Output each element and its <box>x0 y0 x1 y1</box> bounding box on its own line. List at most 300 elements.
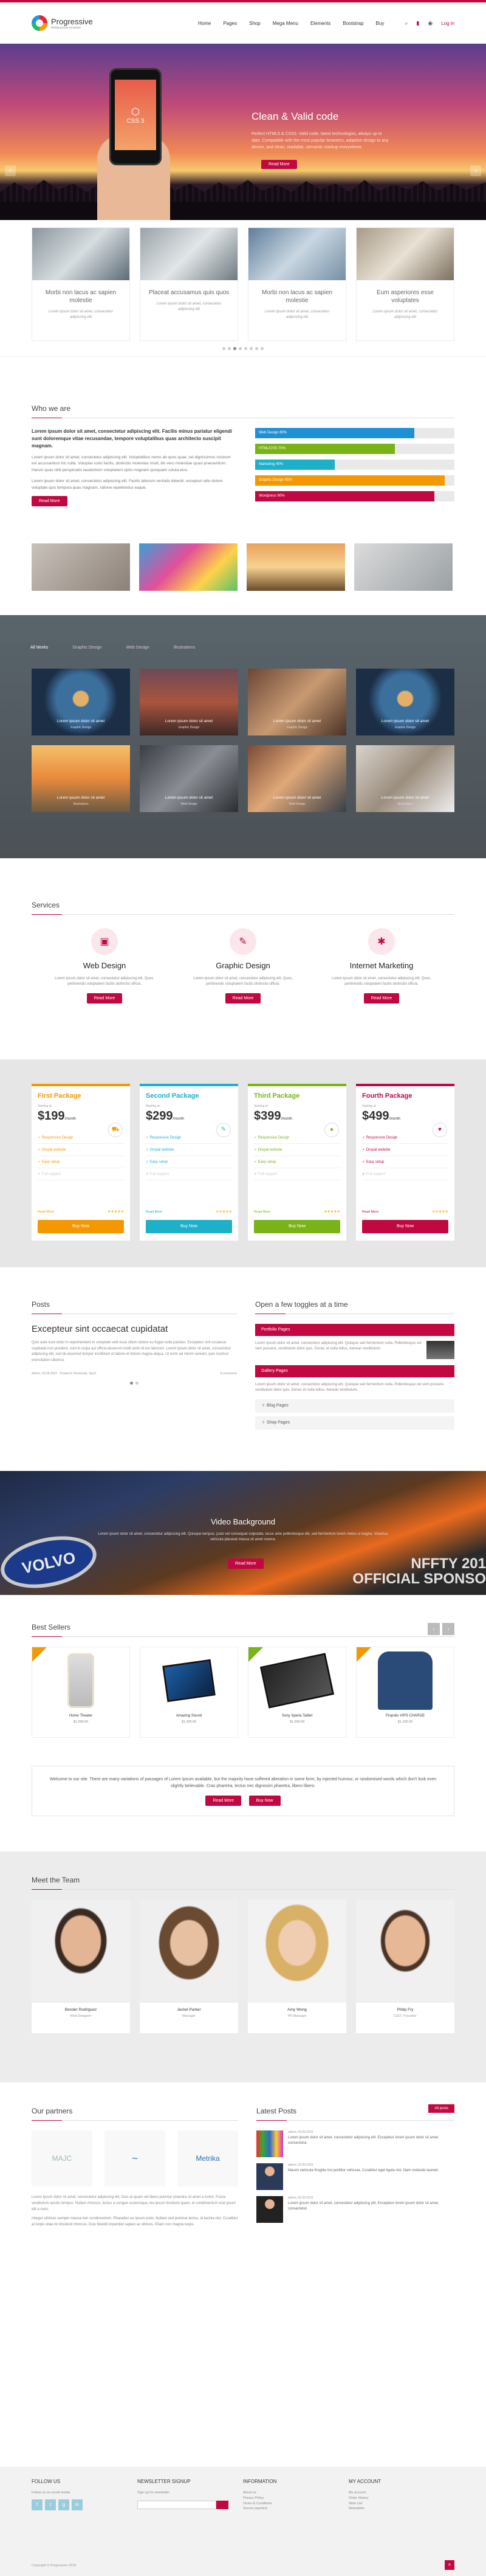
product-card[interactable] <box>248 1647 346 1738</box>
site-footer <box>0 2467 486 2576</box>
rating-stars-icon: ★★★★★ <box>324 1210 340 1214</box>
product-price: $1,299.00 <box>397 1720 413 1724</box>
check-icon: ✓ <box>38 1148 42 1152</box>
package-name: Second Package <box>146 1092 199 1100</box>
section-title-who: Who we are <box>32 404 454 418</box>
feature-card[interactable] <box>140 227 238 341</box>
starting-at: Starting at <box>362 1104 376 1108</box>
portfolio-item-tag: Graphic Design <box>178 726 200 729</box>
nav-bootstrap[interactable]: Bootstrap <box>343 20 364 26</box>
linkedin-icon[interactable]: in <box>72 2499 83 2510</box>
product-price: $1,399.00 <box>73 1720 89 1724</box>
product-name: Home Theater <box>69 1714 93 1718</box>
team-member[interactable] <box>248 1899 346 2033</box>
feature-text: Lorem ipsum dolor sit amet, consectetur adipiscing elit <box>48 310 114 319</box>
cta-text: Welcome to our site. There are many variations of passages of Lorem Ipsum available, but the majority have suffered alteration in some form, by injected humour, or randomised words which don't look even slightly believable. Cras pharetra, lectus nec dignissim pharetra, libero libero. <box>49 1777 437 1789</box>
login-link[interactable]: Log in <box>441 20 454 26</box>
latest-post-meta: admin, 03.09.2015 <box>288 2196 313 2200</box>
buy-now-button[interactable]: Buy Now <box>362 1220 448 1233</box>
skill-bar <box>255 491 454 501</box>
check-icon: ✓ <box>146 1173 150 1176</box>
gallery-image[interactable] <box>247 543 345 591</box>
new-ribbon <box>248 1647 263 1662</box>
all-posts-button[interactable]: All posts <box>428 2104 454 2113</box>
carousel-prev-icon[interactable]: ‹ <box>428 1623 440 1635</box>
package-feature-text: Drupal website <box>41 1148 66 1152</box>
skill-bar-fill: Web Design 80% <box>255 428 414 438</box>
hero-ground <box>0 202 486 220</box>
partner-logo-text: MAJC <box>52 2154 72 2163</box>
partners-text: Integer ultricies semper massa non condimentum. Phasellus eu ipsum justo. Nullam sed pulvinar lectus, id lacinia nisl. Curabitur at turpis vitae mi tincidunt rhoncus. Duis blandit imperdiet sapien ac ultrices. Etiam non magna turpis. <box>32 2217 238 2226</box>
package-name: Third Package <box>254 1092 300 1100</box>
portfolio-item-title: Lorem ipsum dolor sit amet <box>165 719 213 723</box>
call-to-action <box>32 1766 454 1816</box>
service-text: Lorem ipsum dolor sit amet, consectetur adipiscing elit. Quos, perferendis voluptatem facilis distinctio officia. <box>55 977 154 986</box>
gallery-image[interactable] <box>32 543 130 591</box>
hero-text: Perfect HTML5 & CSS3. Valid code, latest technologies, always up to date. Compatible with the most popular browsers, adaptive design to any device, and clean, readable, semantic markup everywhere. <box>252 132 389 150</box>
wrench-icon: ✎ <box>230 928 256 955</box>
package-feature-text: Full support <box>149 1173 169 1176</box>
package-feature-text: Easy setup <box>258 1160 276 1164</box>
package-feature-text: Responsive Design <box>258 1136 290 1140</box>
service-title: Graphic Design <box>216 961 270 970</box>
footer-link[interactable]: Privacy Policy <box>243 2496 264 2500</box>
pricing-table <box>32 1084 130 1241</box>
price-period: /month <box>389 1117 400 1121</box>
service-title: Web Design <box>83 961 126 970</box>
portfolio-item-tag: Graphic Design <box>286 726 308 729</box>
rating-stars-icon: ★★★★★ <box>108 1210 124 1214</box>
package-read-more-link[interactable]: Read More <box>254 1210 271 1214</box>
newsletter-email-input[interactable] <box>137 2501 216 2509</box>
package-name: Fourth Package <box>362 1092 412 1100</box>
image-gallery <box>32 543 454 591</box>
logo[interactable] <box>32 15 93 31</box>
product-name: Amazing Sound <box>176 1714 202 1718</box>
cta-buy-now-button[interactable]: Buy Now <box>249 1796 281 1806</box>
brand-name: Progressive <box>51 16 93 26</box>
google-plus-icon[interactable]: g <box>58 2499 69 2510</box>
pricing-table <box>140 1084 238 1241</box>
buy-now-button[interactable]: Buy Now <box>146 1220 232 1233</box>
user-icon[interactable]: ◉ <box>428 19 433 26</box>
toggle-body: Lorem ipsum dolor sit amet, consectetur adipiscing elit. Quisque sed fermentum nulla. Pellentesque vel sem posuere, vestibulum dolor quis. Donec et nulla tellus. Aenean vestibulum. <box>255 1383 445 1392</box>
check-icon: ✓ <box>254 1148 258 1152</box>
member-name: Jeckel Parker <box>177 2008 201 2013</box>
starting-at: Starting at <box>254 1104 268 1108</box>
toggle-blog-pages[interactable] <box>255 1399 454 1413</box>
who-paragraph: Lorem ipsum dolor sit amet, consectetur adipiscing elit. Facilis laborum veritatis deleniti, excepturi odio dolore voluptate quis tempora quas magnam, ratione repellendus eaque. <box>32 479 223 490</box>
post-meta: Admin, 03.09.2015 · Posted in Shortcode, Sport <box>32 1372 97 1376</box>
package-price: $199 <box>38 1109 65 1123</box>
footer-newsletter-title: NEWSLETTER SIGNUP <box>137 2479 191 2484</box>
portfolio-item-tag: Illustrations <box>397 802 413 806</box>
package-price: $499 <box>362 1109 389 1123</box>
package-name: First Package <box>38 1092 81 1100</box>
package-feature-text: Easy setup <box>149 1160 168 1164</box>
feature-card[interactable] <box>356 227 454 341</box>
partner-logo[interactable] <box>104 2130 165 2186</box>
team-member[interactable] <box>356 1899 454 2033</box>
member-role: Web Designer <box>70 2014 92 2019</box>
package-feature-text: Responsive Design <box>41 1136 74 1140</box>
footer-link[interactable]: My account <box>349 2491 366 2495</box>
section-title-best-sellers: Best Sellers <box>32 1623 454 1637</box>
tab-graphic-design[interactable]: Graphic Design <box>72 646 102 650</box>
slider-prev-arrow-icon[interactable]: ‹ <box>5 165 16 176</box>
portfolio-item[interactable] <box>32 745 130 812</box>
service-text: Lorem ipsum dolor sit amet, consectetur adipiscing elit. Quos, perferendis voluptatem facilis distinctio officia. <box>193 977 293 986</box>
nav-home[interactable]: Home <box>197 20 211 26</box>
toggle-shop-pages[interactable] <box>255 1416 454 1430</box>
check-icon: ✓ <box>362 1173 366 1176</box>
portfolio-item[interactable] <box>356 669 454 735</box>
pagination-dot[interactable] <box>255 347 258 350</box>
member-role: PR Manager <box>287 2014 307 2019</box>
carousel-next-icon[interactable]: › <box>442 1623 454 1635</box>
product-price: $1,399.00 <box>181 1720 197 1724</box>
nav-mega-menu[interactable]: Mega Menu <box>272 20 298 26</box>
pricing-section <box>0 1059 486 1267</box>
sale-ribbon <box>32 1647 47 1662</box>
pagination-dot[interactable] <box>250 347 253 350</box>
portfolio-section <box>0 615 486 858</box>
back-to-top-icon[interactable]: ˄ <box>445 2560 454 2570</box>
section-title-team: Meet the Team <box>32 1876 454 1890</box>
gallery-image[interactable] <box>139 543 238 591</box>
package-price: $299 <box>146 1109 173 1123</box>
pagination-dot[interactable] <box>239 347 242 350</box>
feature-text: Lorem ipsum dolor sit amet, consectetur adipiscing elit <box>156 302 222 311</box>
post-heading[interactable]: Excepteur sint occaecat cupidatat <box>32 1324 168 1334</box>
latest-post-meta: admin, 03.09.2015 <box>288 2130 313 2135</box>
latest-post[interactable] <box>256 2196 454 2223</box>
plus-icon: ＋ <box>261 1403 267 1408</box>
portfolio-item-title: Lorem ipsum dolor sit amet <box>381 719 430 723</box>
slider-next-arrow-icon[interactable]: › <box>470 165 481 176</box>
package-feature-text: Drupal website <box>149 1148 174 1152</box>
product-card[interactable] <box>32 1647 130 1738</box>
check-icon: ✓ <box>146 1136 150 1140</box>
portfolio-item-title: Lorem ipsum dolor sit amet <box>56 796 105 800</box>
portfolio-item-tag: Graphic Design <box>70 726 92 729</box>
post-comments[interactable]: 6 comments <box>220 1372 237 1376</box>
footer-information-title: INFORMATION <box>243 2479 277 2484</box>
product-price: $1,399.00 <box>289 1720 305 1724</box>
team-member[interactable] <box>32 1899 130 2033</box>
package-feature <box>38 1144 124 1156</box>
footer-link[interactable]: About us <box>243 2491 256 2495</box>
post-pagination <box>32 1382 237 1385</box>
feature-card[interactable] <box>248 227 346 341</box>
latest-post[interactable] <box>256 2130 454 2157</box>
car-logo-image <box>0 1528 101 1595</box>
bug-icon: ✱ <box>368 928 395 955</box>
toggle-label: Blog Pages <box>266 1403 289 1408</box>
video-read-more-button[interactable]: Read More <box>228 1558 264 1569</box>
package-read-more-link[interactable]: Read More <box>38 1210 55 1214</box>
member-name: Philip Fry <box>397 2008 414 2013</box>
service-read-more-button[interactable]: Read More <box>364 993 400 1004</box>
portfolio-item-tag: Web Design <box>289 802 306 806</box>
latest-post-text: Mauris vehicula fringilla nisl porttitor vehicula. Curabitur eget ligula nisi. Nam molestie laoreet. <box>288 2169 439 2173</box>
pagination-dot[interactable] <box>244 347 247 350</box>
search-icon[interactable]: ⌕ <box>405 19 408 26</box>
product-card[interactable] <box>356 1647 454 1738</box>
footer-newsletter-text: Sign up for newsletter <box>137 2491 170 2495</box>
feature-title: Morbi non lacus ac sapien molestie <box>261 289 333 304</box>
package-feature-text: Drupal website <box>366 1148 391 1152</box>
toggle-label: Gallery Pages <box>261 1369 288 1373</box>
phone-icon[interactable]: ▮ <box>416 19 420 26</box>
price-period: /month <box>173 1117 184 1121</box>
logo-icon <box>32 15 47 31</box>
package-feature <box>38 1156 124 1168</box>
video-text: Lorem ipsum dolor sit amet, consectetur adipiscing elit. Quisque tempus, justo vel consequat vulputate, lacus ante pellentesque elit, sed fermentum lorem metus a magna. Vivamus vehicula placerat massa sit amet viverra. <box>98 1532 388 1541</box>
skill-bars <box>255 428 454 507</box>
pagination-dot[interactable] <box>261 347 264 350</box>
portfolio-item-tag: Web Design <box>180 802 197 806</box>
phone-screen-text: CSS 3 <box>126 117 145 125</box>
video-ad-text: OFFICIAL SPONSO <box>352 1571 486 1588</box>
tab-web-design[interactable]: Web Design <box>126 646 149 650</box>
main-nav <box>198 21 384 26</box>
member-name: Bender Rodriguez <box>64 2008 97 2013</box>
pagination-dot[interactable] <box>222 347 225 350</box>
gallery-image[interactable] <box>354 543 453 591</box>
portfolio-item-title: Lorem ipsum dolor sit amet <box>273 719 321 723</box>
partner-logo-text: ~ <box>131 2152 139 2164</box>
section-title-toggles: Open a few toggles at a time <box>255 1300 454 1314</box>
twitter-icon[interactable]: t <box>45 2499 56 2510</box>
nav-pages[interactable]: Pages <box>223 20 237 26</box>
product-card[interactable] <box>140 1647 238 1738</box>
pricing-table <box>248 1084 346 1241</box>
pagination-dot[interactable] <box>233 347 236 350</box>
video-title: Video Background <box>210 1517 275 1526</box>
skill-bar-fill: Wordpress 90% <box>255 491 434 501</box>
package-read-more-link[interactable]: Read More <box>362 1210 379 1214</box>
portfolio-item-tag: Illustrations <box>73 802 89 806</box>
portfolio-item[interactable] <box>32 669 130 735</box>
facebook-icon[interactable]: f <box>32 2499 43 2510</box>
feature-title: Morbi non lacus ac sapien molestie <box>45 289 117 304</box>
hero-trees <box>0 177 486 202</box>
section-title-posts: Posts <box>32 1300 237 1314</box>
partner-logo-text: Metrika <box>196 2154 220 2163</box>
toggle-body: Lorem ipsum dolor sit amet, consectetur adipiscing elit. Quisque sed fermentum nulla. Pellentesque vel sem posuere, vestibulum dolor quis. Donec et nulla tellus. Aenean vestibulum. <box>255 1341 422 1351</box>
partner-logo[interactable] <box>177 2130 238 2186</box>
skill-bar <box>255 428 454 438</box>
feature-text: Lorem ipsum dolor sit amet, consectetur adipiscing elit <box>264 310 330 319</box>
package-feature-text: Responsive Design <box>149 1136 182 1140</box>
chat-icon: ● <box>324 1123 339 1137</box>
tab-all-works[interactable]: All Works <box>30 646 49 650</box>
heart-icon: ♥ <box>433 1123 447 1137</box>
footer-account-title: MY ACCOUNT <box>349 2479 382 2484</box>
nav-elements[interactable]: Elements <box>310 20 331 26</box>
skill-bar-fill: HTML/CSS 70% <box>255 444 395 454</box>
laptop-icon <box>426 1341 454 1359</box>
portfolio-item-title: Lorem ipsum dolor sit amet <box>381 796 430 800</box>
pagination-dot[interactable] <box>135 1382 139 1385</box>
package-feature <box>254 1156 340 1168</box>
package-price: $399 <box>254 1109 281 1123</box>
pricing-table <box>356 1084 454 1241</box>
package-feature-text: Easy setup <box>41 1160 60 1164</box>
buy-now-button[interactable]: Buy Now <box>38 1220 124 1233</box>
check-icon: ✓ <box>38 1160 42 1164</box>
copyright: Copyright © Progressive 2015 <box>32 2564 77 2567</box>
toggle-label: Shop Pages <box>266 1421 290 1425</box>
skill-bar-fill: Graphic Design 95% <box>255 475 445 486</box>
who-read-more-button[interactable]: Read More <box>32 496 67 506</box>
latest-post-text: Lorem ipsum dolor sit amet, consectetur adipiscing elit. Excepteur lorem ipsum dolor sit amet, consectetur. <box>288 2202 439 2211</box>
portfolio-item[interactable] <box>140 745 238 812</box>
rating-stars-icon: ★★★★★ <box>216 1210 232 1214</box>
section-title-services: Services <box>32 901 454 915</box>
member-name: Amy Wong <box>287 2008 307 2013</box>
post-text: Quis aute irure dolor in reprehenderit in voluptate velit esse cillum dolore eu fugiat nulla pariatur. Excepteur sint occaecat cupidatat non proident, sunt in culpa qui officia deserunt mollit anim id est laborum. Lorem ipsum dolor sit amet, consectetur adipiscing elit, sed do eiusmod tempor incididunt ut labore et dolore magna aliqua. Ut enim ad minim veniam, quis nostrud exercitation ullamco. <box>32 1341 231 1362</box>
footer-link[interactable]: Wish List <box>349 2501 363 2505</box>
check-icon: ✓ <box>38 1173 42 1176</box>
toggle-portfolio-pages[interactable] <box>255 1324 454 1336</box>
sale-ribbon <box>357 1647 371 1662</box>
hero-phone-image: ⬡ CSS 3 <box>91 68 182 220</box>
footer-link[interactable]: Newsletter <box>349 2507 364 2511</box>
brand-tagline: Multipurpose template <box>51 26 81 30</box>
package-feature-text: Full support <box>41 1173 61 1176</box>
video-background-section <box>0 1471 486 1595</box>
feature-text: Lorem ipsum dolor sit amet, consectetur adipiscing elit <box>372 310 438 319</box>
portfolio-item[interactable] <box>140 669 238 735</box>
nav-shop[interactable]: Shop <box>249 20 261 26</box>
video-ad-text: NFFTY 201 <box>411 1555 486 1572</box>
latest-post-meta: admin, 03.09.2015 <box>288 2163 313 2168</box>
newsletter-submit-button[interactable] <box>216 2501 228 2509</box>
tab-illustrations[interactable]: Illustrations <box>173 646 196 650</box>
team-member[interactable] <box>140 1899 238 2033</box>
portfolio-item-tag: Graphic Design <box>394 726 416 729</box>
starting-at: Starting at <box>38 1104 52 1108</box>
hero-read-more-button[interactable]: Read More <box>261 160 297 169</box>
feature-card[interactable] <box>32 227 130 341</box>
package-read-more-link[interactable]: Read More <box>146 1210 163 1214</box>
package-feature <box>254 1144 340 1156</box>
package-feature <box>362 1168 448 1180</box>
package-feature-text: Easy setup <box>366 1160 385 1164</box>
pagination-dot[interactable] <box>228 347 231 350</box>
package-feature <box>146 1168 232 1180</box>
cart-icon: ⛟ <box>108 1123 123 1137</box>
latest-post-text: Lorem ipsum dolor sit amet, consectetur adipiscing elit. Excepteur lorem ipsum dolor sit amet, consectetur. <box>288 2136 439 2146</box>
feature-title: Eum asperiores esse voluptates <box>377 289 434 304</box>
service-title: Internet Marketing <box>349 961 414 970</box>
portfolio-item[interactable] <box>356 745 454 812</box>
pagination-dot[interactable] <box>130 1382 133 1385</box>
buy-now-button[interactable]: Buy Now <box>254 1220 340 1233</box>
portfolio-item-title: Lorem ipsum dolor sit amet <box>56 719 105 723</box>
feature-pagination <box>32 347 454 350</box>
team-section <box>0 1851 486 2082</box>
service-graphic-design <box>188 928 298 1004</box>
nav-buy[interactable]: Buy <box>375 20 385 26</box>
product-name: Propolis VIPS CHARGE <box>385 1714 425 1718</box>
service-read-more-button[interactable]: Read More <box>87 993 123 1004</box>
who-paragraph: Lorem ipsum dolor sit amet, consectetur adipiscing elit. Voluptatibus nemo ab quos quae, vel dignissimos nostrum est accusantium hic nulla. Voluptas iusto facilis, distinctio molestias modi, illo vero molestiae quasi praesentium. Harum quas nihil perspiciatis laudantium voluptatem optio magnam quisquam soluta eius. <box>32 455 231 472</box>
footer-link[interactable]: Order History <box>349 2496 369 2500</box>
package-feature <box>362 1144 448 1156</box>
price-period: /month <box>64 1117 76 1121</box>
section-title-latest-posts: Latest Posts <box>256 2107 454 2121</box>
portfolio-item-title: Lorem ipsum dolor sit amet <box>273 796 321 800</box>
portfolio-item[interactable] <box>248 669 346 735</box>
check-icon: ✓ <box>146 1148 150 1152</box>
footer-follow-text: Follow us on social media <box>32 2491 70 2495</box>
starting-at: Starting at <box>146 1104 160 1108</box>
skill-bar-fill: Marketing 40% <box>255 460 335 470</box>
skill-bar <box>255 444 454 454</box>
latest-post[interactable] <box>256 2163 454 2190</box>
partners-text: Lorem ipsum dolor sit amet, consectetur adipiscing elit. Duis at quam vel libero pulvinar pharetra sit amet a lorem. Fusce vestibulum iaculis tempus. Nullam rhoncus, lectus a congue scelerisque, leo ipsum tincidunt quam, et condimentum erat ipsum elit a nunc. <box>32 2195 236 2211</box>
service-read-more-button[interactable]: Read More <box>225 993 261 1004</box>
hero-title: Clean & Valid code <box>252 111 339 122</box>
service-web-design <box>50 928 159 1004</box>
product-name: Sony Xperia Tablet <box>281 1714 313 1718</box>
member-role: CEO / Founder <box>394 2014 417 2019</box>
who-lead: Lorem ipsum dolor sit amet, consectetur adipiscing elit. Facilis minus pariatur eligendi sunt doloremque vitae recusandae, tempore voluptatibus quas architecto suscipit magnam. <box>32 429 232 449</box>
package-feature <box>146 1156 232 1168</box>
package-feature <box>38 1168 124 1180</box>
package-feature <box>254 1168 340 1180</box>
partner-logo[interactable] <box>32 2130 92 2186</box>
check-icon: ✓ <box>38 1136 42 1140</box>
site-header <box>0 2 486 44</box>
package-feature <box>146 1144 232 1156</box>
plus-icon: ＋ <box>261 1421 267 1425</box>
portfolio-item-title: Lorem ipsum dolor sit amet <box>165 796 213 800</box>
member-role: Manager <box>182 2014 196 2019</box>
package-feature-text: Full support <box>366 1173 386 1176</box>
skill-bar <box>255 475 454 486</box>
toggle-gallery-pages[interactable] <box>255 1365 454 1377</box>
image-icon: ▣ <box>91 928 118 955</box>
wrench-icon: ✎ <box>216 1123 231 1137</box>
check-icon: ✓ <box>254 1160 258 1164</box>
section-title-partners: Our partners <box>32 2107 238 2121</box>
portfolio-item[interactable] <box>248 745 346 812</box>
package-feature <box>362 1156 448 1168</box>
hero-slider <box>0 44 486 220</box>
footer-link[interactable]: Terms & Conditions <box>243 2501 272 2505</box>
check-icon: ✓ <box>362 1160 366 1164</box>
check-icon: ✓ <box>146 1160 150 1164</box>
car-logo-text: VOLVO <box>20 1548 77 1577</box>
feature-title: Placeat accusamus quis quos <box>148 289 230 296</box>
check-icon: ✓ <box>362 1136 366 1140</box>
service-internet-marketing <box>327 928 436 1004</box>
price-period: /month <box>281 1117 292 1121</box>
check-icon: ✓ <box>254 1136 258 1140</box>
cta-read-more-button[interactable]: Read More <box>205 1796 241 1806</box>
toggle-label: Portfolio Pages <box>261 1328 290 1332</box>
package-feature-text: Full support <box>258 1173 278 1176</box>
footer-link[interactable]: Secure payment <box>243 2507 268 2511</box>
check-icon: ✓ <box>362 1148 366 1152</box>
skill-bar <box>255 460 454 470</box>
package-feature-text: Drupal website <box>258 1148 282 1152</box>
package-feature-text: Responsive Design <box>366 1136 398 1140</box>
